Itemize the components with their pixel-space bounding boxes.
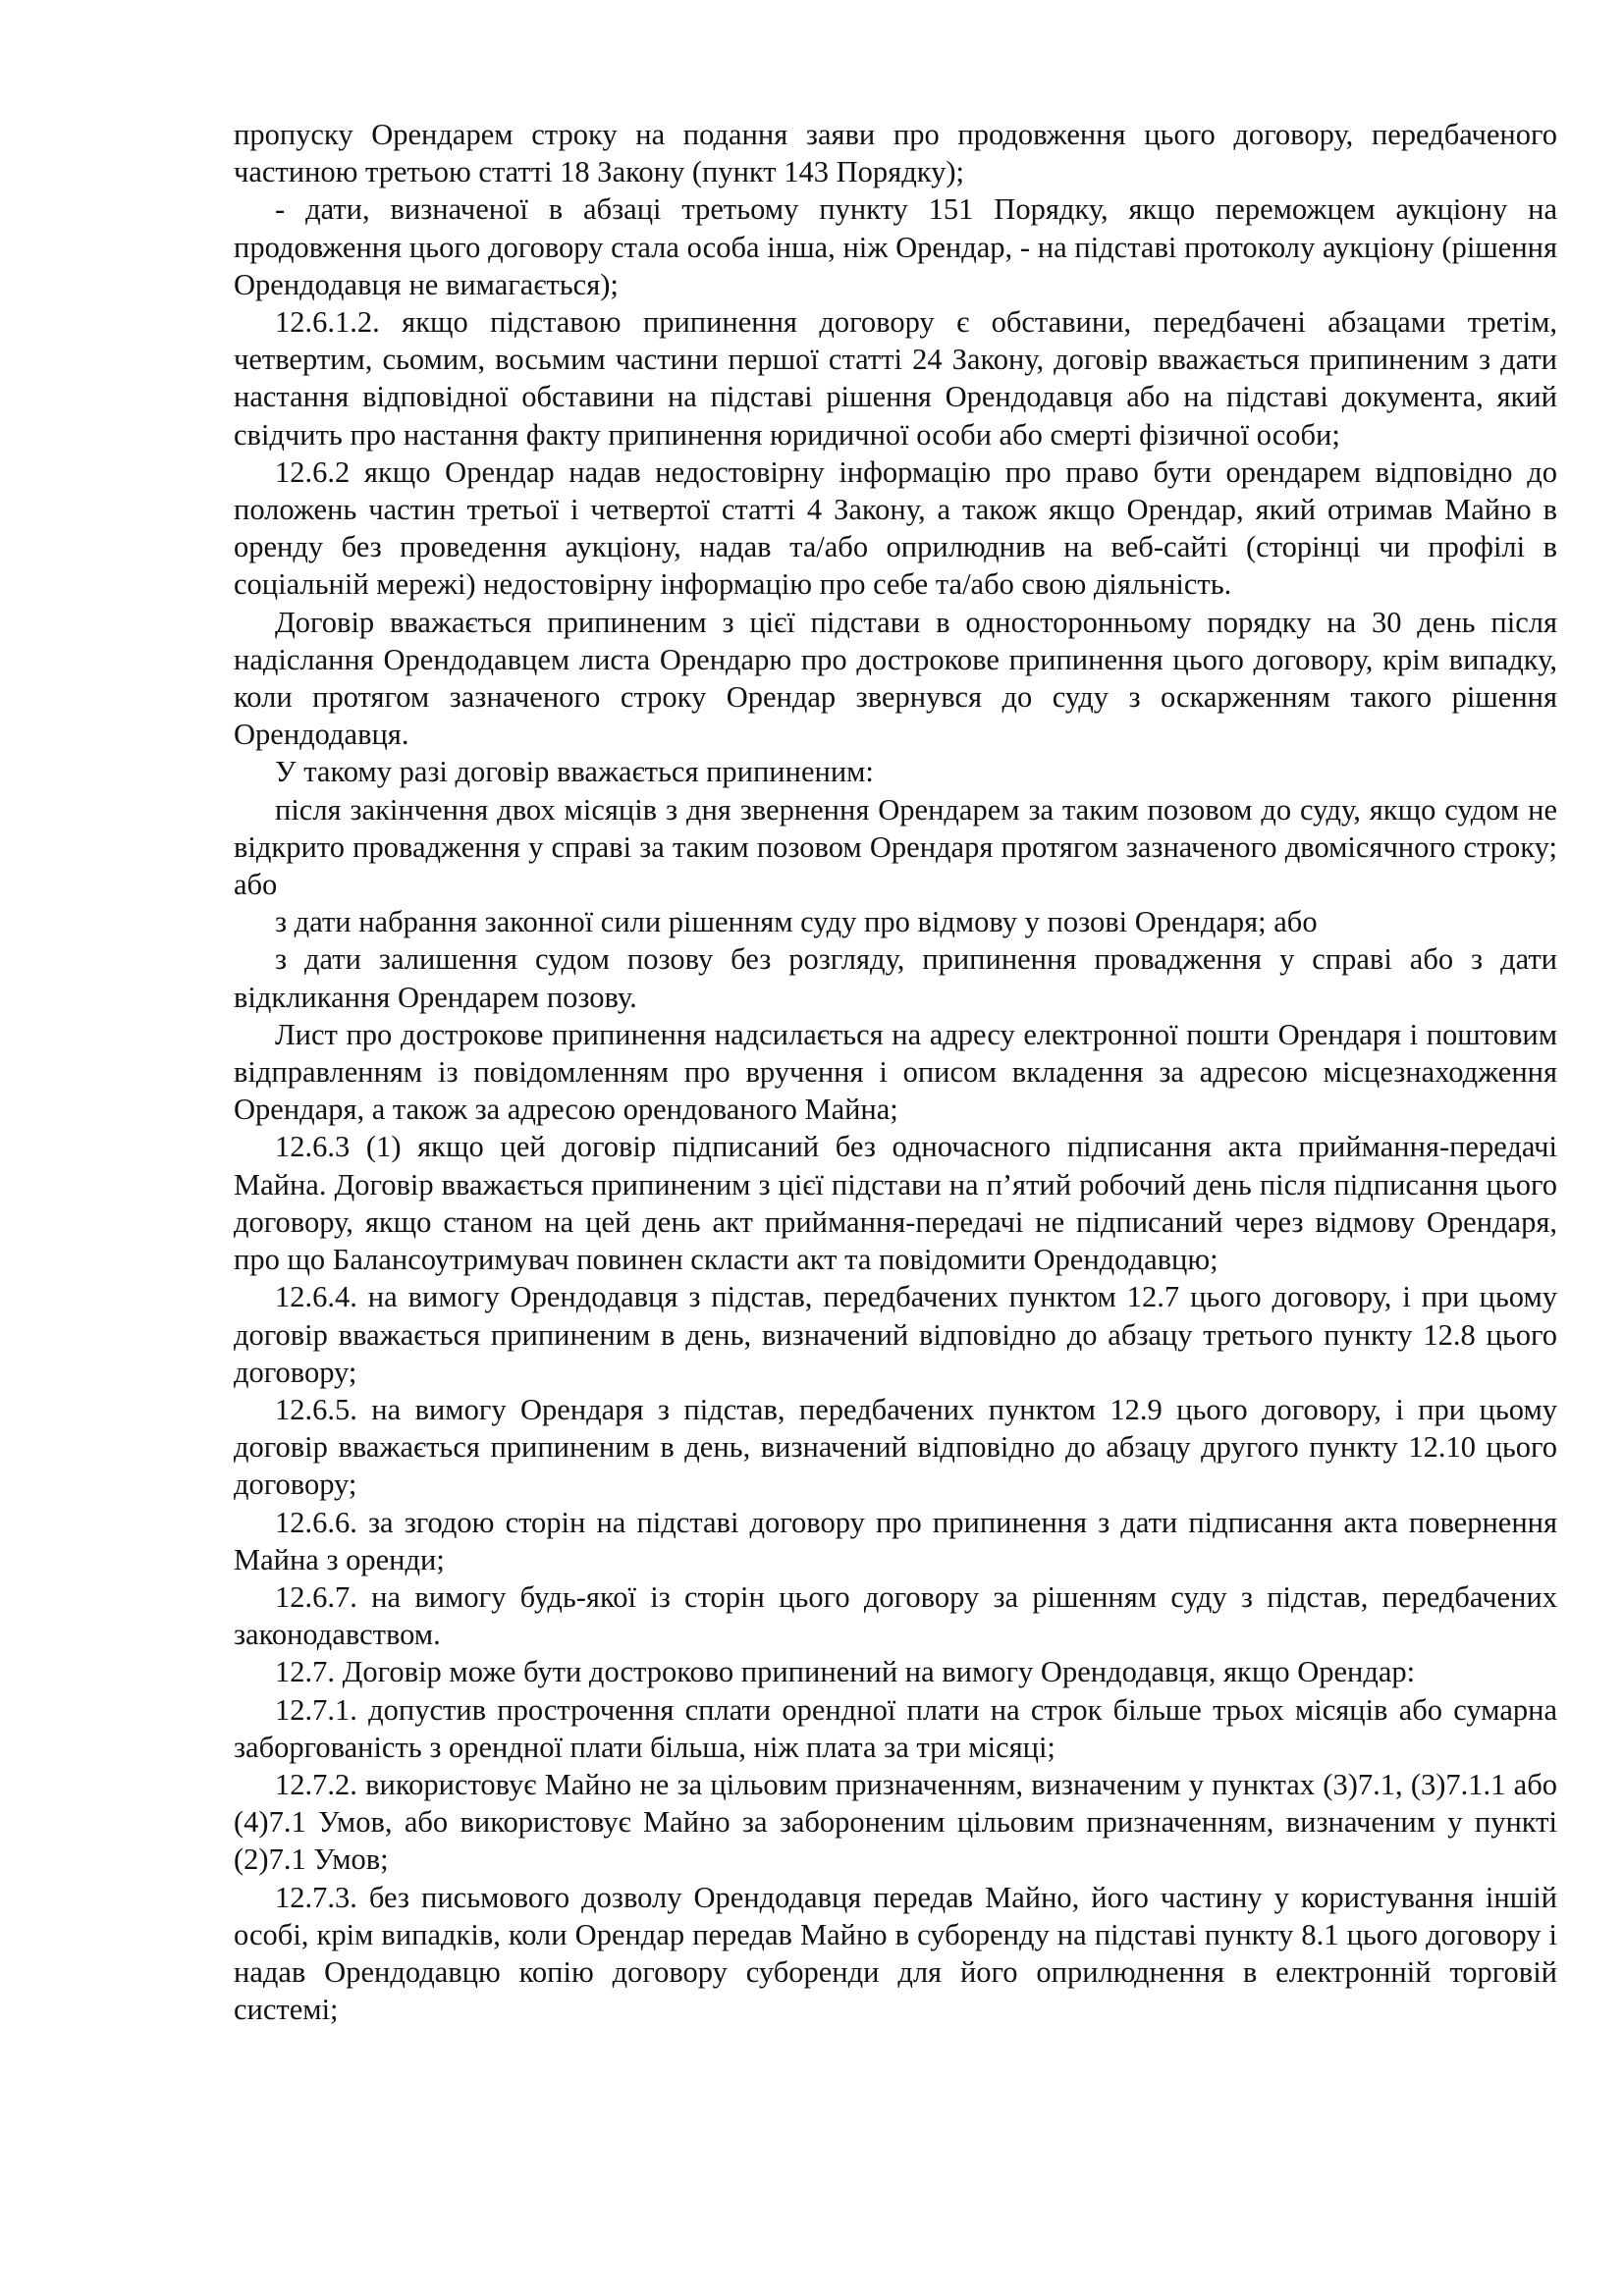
paragraph-12-6-6: 12.6.6. за згодою сторін на підставі договору про припинення з дати підписання акта повернення Майна з оренди; [234,1505,1557,1576]
paragraph-12-6-3: 12.6.3 (1) якщо цей договір підписаний без одночасного підписання акта приймання-передачі Майна. Договір вважається припиненим з цієї підстави на п’ятий робочий день після підписання цього договору, якщо станом на цей день акт приймання-передачі не підписаний через відмову Орендаря, про що Балансоутримувач повинен скласти акт та повідомити Орендодавцю; [234,1130,1557,1277]
paragraph: з дати залишення судом позову без розгляду, припинення провадження у справі або з дати відкликання Орендарем позову. [234,942,1557,1014]
paragraph-12-6-7: 12.6.7. на вимогу будь-якої із сторін цього договору за рішенням суду з підстав, передбачених законодавством. [234,1579,1557,1652]
paragraph-12-6-2: 12.6.2 якщо Орендар надав недостовірну інформацію про право бути орендарем відповідно до положень частин третьої і четвертої статті 4 Закону, а також якщо Орендар, який отримав Майно в оренду без проведення аукціону, надав та/або оприлюднив на веб-сайті (сторінці чи профілі в соціальній мережі) недостовірну інформацію про себе та/або свою діяльність. [234,454,1557,602]
paragraph-12-7-3: 12.7.3. без письмового дозволу Орендодавця передав Майно, його частину у користування іншій особі, крім випадків, коли Орендар передав Майно в суборенду на підставі пункту 8.1 цього договору і надав Орендодавцю копію договору суборенди для його оприлюднення в електронній торговій системі; [234,1880,1557,2027]
paragraph: - дати, визначеної в абзаці третьому пункту 151 Порядку, якщо переможцем аукціону на продовження цього договору стала особа інша, ніж Орендар, - на підставі протоколу аукціону (рішення Орендодавця не вимагається); [234,192,1557,301]
document-page [234,116,1557,2028]
paragraph: після закінчення двох місяців з дня звернення Орендарем за таким позовом до суду, якщо судом не відкрито провадження у справі за таким позовом Орендаря протягом зазначеного двомісячного строку; або [234,792,1557,902]
paragraph-12-7-1: 12.7.1. допустив прострочення сплати орендної плати на строк більше трьох місяців або сумарна заборгованість з орендної плати більша, ніж плата за три місяці; [234,1692,1557,1764]
paragraph-12-7-2: 12.7.2. використовує Майно не за цільовим призначенням, визначеним у пунктах (3)7.1, (3)7.1.1 або (4)7.1 Умов, або використовує Майно за забороненим цільовим призначенням, визначеним у пункті (2)7.1 Умов; [234,1767,1557,1877]
paragraph-continuation: пропуску Орендарем строку на подання заяви про продовження цього договору, передбаченого частиною третьою статті 18 Закону (пункт 143 Порядку); [234,118,1557,189]
paragraph-12-6-5: 12.6.5. на вимогу Орендаря з підстав, передбачених пунктом 12.9 цього договору, і при цьому договір вважається припиненим в день, визначений відповідно до абзацу другого пункту 12.10 цього договору; [234,1392,1557,1502]
paragraph-12-6-4: 12.6.4. на вимогу Орендодавця з підстав, передбачених пунктом 12.7 цього договору, і при цьому договір вважається припиненим в день, визначений відповідно до абзацу третього пункту 12.8 цього договору; [234,1280,1557,1389]
paragraph: Договір вважається припиненим з цієї підстави в односторонньому порядку на 30 день після надіслання Орендодавцем листа Орендарю про дострокове припинення цього договору, крім випадку, коли протягом зазначеного строку Орендар звернувся до суду з оскарженням такого рішення Орендодавця. [234,605,1557,752]
paragraph: У такому разі договір вважається припиненим: [275,755,874,789]
paragraph-12-7: 12.7. Договір може бути достроково припинений на вимогу Орендодавця, якщо Орендар: [275,1655,1416,1689]
paragraph: з дати набрання законної сили рішенням суду про відмову у позові Орендаря; або [275,905,1318,939]
paragraph-12-6-1-2: 12.6.1.2. якщо підставою припинення договору є обставини, передбачені абзацами третім, четвертим, сьомим, восьмим частини першої статті 24 Закону, договір вважається припиненим з дати настання відповідної обставини на підставі рішення Орендодавця або на підставі документа, який свідчить про настання факту припинення юридичної особи або смерті фізичної особи; [234,305,1557,452]
paragraph: Лист про дострокове припинення надсилається на адресу електронної пошти Орендаря і поштовим відправленням із повідомленням про вручення і описом вкладення за адресою місцезнаходження Орендаря, а також за адресою орендованого Майна; [234,1017,1557,1127]
